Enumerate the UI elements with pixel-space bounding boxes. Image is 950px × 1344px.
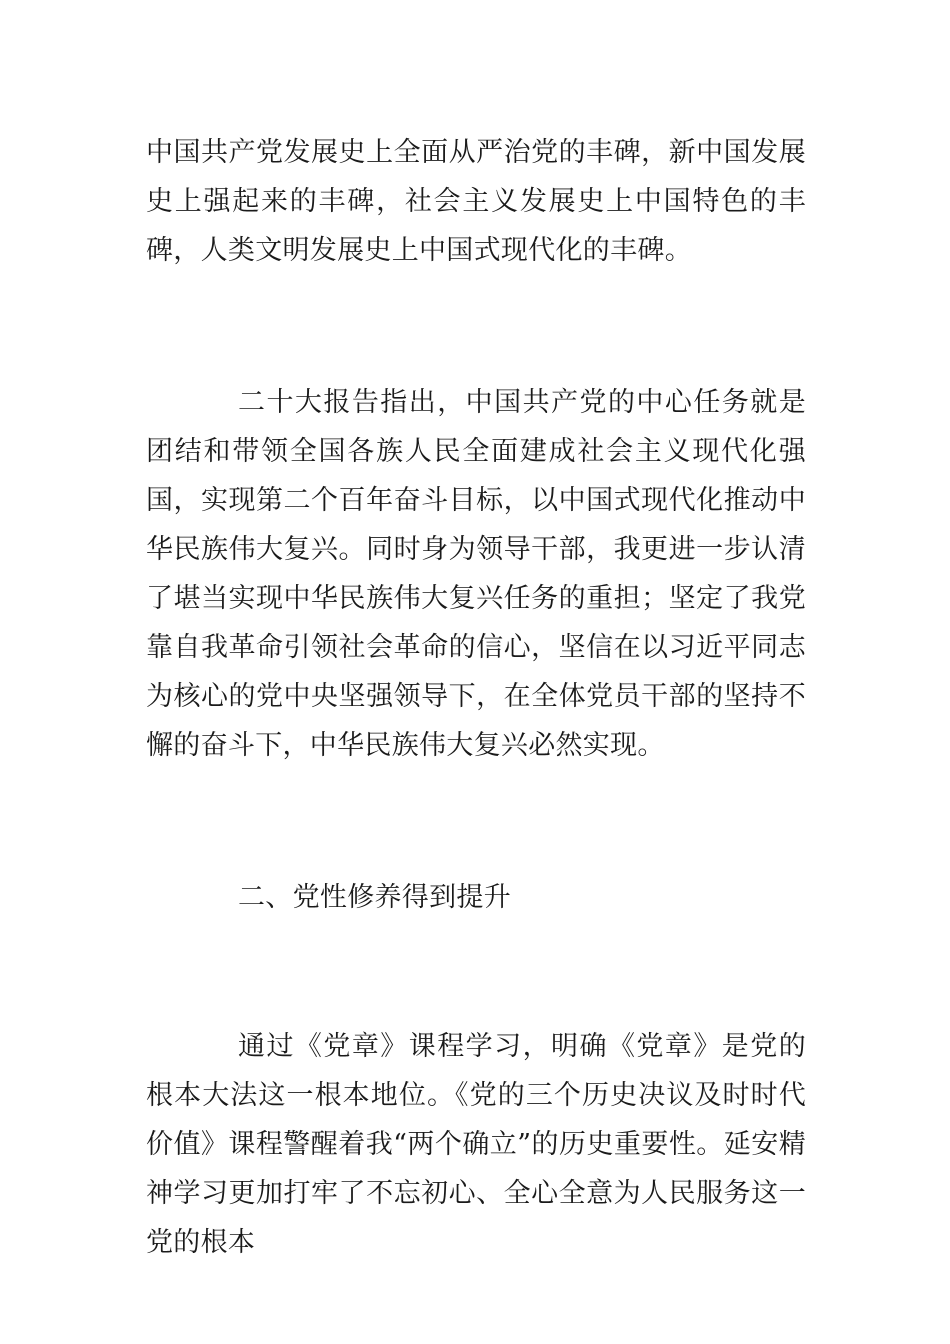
- paragraph-continuation: 中国共产党发展史上全面从严治党的丰碑，新中国发展史上强起来的丰碑，社会主义发展史上中国特色的丰碑，人类文明发展史上中国式现代化的丰碑。: [146, 137, 806, 266]
- paragraph-party-charter: 通过《党章》课程学习，明确《党章》是党的根本大法这一根本地位。《党的三个历史决议及时时代价值》课程警醒着我“两个确立”的历史重要性。延安精神学习更加打牢了不忘初心、全心全意为人民服务这一党的根本: [146, 1031, 806, 1258]
- section-heading: 二、党性修养得到提升: [238, 882, 511, 913]
- paragraph-report-summary: 二十大报告指出，中国共产党的中心任务就是团结和带领全国各族人民全面建成社会主义现代化强国，实现第二个百年奋斗目标，以中国式现代化推动中华民族伟大复兴。同时身为领导干部，我更进一步认清了堪当实现中华民族伟大复兴任务的重担；坚定了我党靠自我革命引领社会革命的信心，坚信在以习近平同志为核心的党中央坚强领导下，在全体党员干部的坚持不懈的奋斗下，中华民族伟大复兴必然实现。: [146, 387, 806, 761]
